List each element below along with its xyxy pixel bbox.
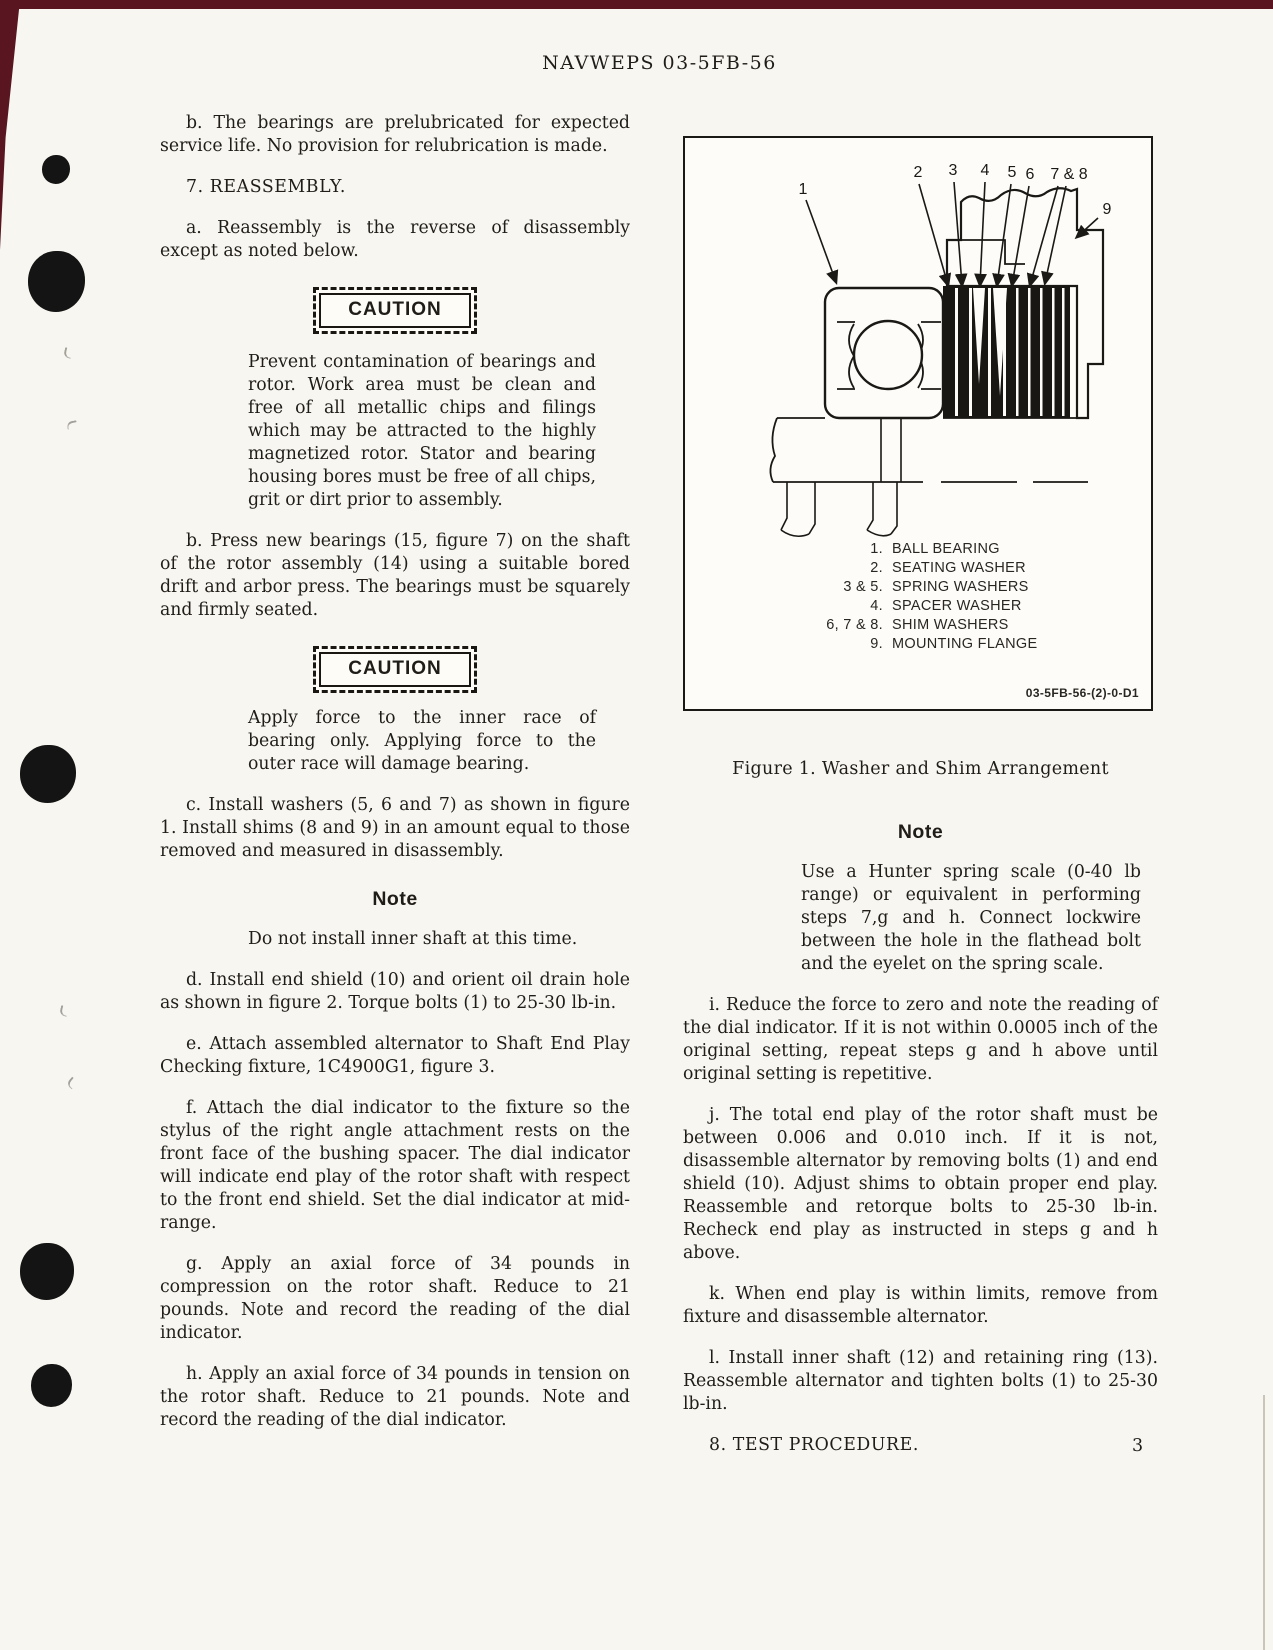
note-heading: Note: [372, 888, 418, 910]
caution-text-2: Apply force to the inner race of bearing only. Applying force to the outer race will damage bearing.: [248, 708, 596, 774]
paragraph-h-axial-tension: h. Apply an axial force of 34 pounds in tension on the rotor shaft. Reduce to 21 pounds. Note and record the reading of the dial indicator.: [160, 1364, 630, 1430]
paragraph-g-axial-compression: g. Apply an axial force of 34 pounds in compression on the rotor shaft. Reduce to 21 pounds. Note and record the reading of the dial indicator.: [160, 1254, 630, 1343]
caution-box-2: [313, 646, 477, 693]
legend-item: 1. BALL BEARING: [870, 541, 1000, 557]
page-number: 3: [1132, 1436, 1144, 1456]
callout-1: 1: [798, 181, 808, 198]
photo-artifact: [66, 420, 77, 430]
paragraph-d-end-shield: d. Install end shield (10) and orient oil drain hole as shown in figure 2. Torque bolts (1) to 25-30 lb-in.: [160, 970, 630, 1013]
paragraph-c-install-washers: c. Install washers (5, 6 and 7) as shown in figure 1. Install shims (8 and 9) in an amount equal to those removed and measured in disassembly.: [160, 795, 630, 861]
page-header: NAVWEPS 03-5FB-56: [542, 52, 777, 74]
legend-label: SHIM WASHERS: [892, 617, 1009, 633]
page-edge-corner: [0, 0, 20, 250]
photo-artifact: [66, 1077, 79, 1090]
legend-item: 9. MOUNTING FLANGE: [870, 636, 1038, 652]
section-heading-test-procedure: 8. TEST PROCEDURE.: [709, 1435, 919, 1455]
callout-4: 4: [980, 162, 990, 179]
caution-label: CAUTION: [319, 652, 471, 687]
callout-7-8: 7 & 8: [1050, 166, 1088, 183]
punch-hole-dot: [28, 251, 85, 312]
callout-6: 6: [1025, 166, 1035, 183]
callout-2: 2: [913, 164, 923, 181]
note-heading: Note: [897, 821, 944, 843]
punch-hole-dot: [20, 745, 76, 803]
figure-legend: [799, 540, 1037, 654]
paragraph-k-within-limits: k. When end play is within limits, remove from fixture and disassemble alternator.: [683, 1284, 1158, 1327]
callout-5: 5: [1007, 164, 1017, 181]
figure-1-washer-shim-diagram: [683, 136, 1153, 711]
punch-hole-dot: [31, 1364, 72, 1407]
caution-box-1: [313, 287, 477, 334]
section-heading-reassembly: 7. REASSEMBLY.: [186, 177, 346, 197]
figure-caption: Figure 1. Washer and Shim Arrangement: [732, 759, 1109, 779]
legend-label: MOUNTING FLANGE: [892, 636, 1038, 652]
page-edge-right: [1263, 1395, 1265, 1650]
legend-label: SPACER WASHER: [892, 598, 1022, 614]
paragraph-b-prelubricated: b. The bearings are prelubricated for expected service life. No provision for relubrication is made.: [160, 113, 630, 156]
left-column: [160, 112, 630, 1432]
paragraph-f-dial-indicator: f. Attach the dial indicator to the fixture so the stylus of the right angle attachment rests on the front face of the bushing spacer. The dial indicator will indicate end play of the rotor shaft with respect to the front end shield. Set the dial indicator at mid-range.: [160, 1098, 630, 1233]
paragraph-l-inner-shaft: l. Install inner shaft (12) and retaining ring (13). Reassemble alternator and tighten bolts (1) to 25-30 lb-in.: [683, 1348, 1158, 1414]
punch-hole-dot: [42, 155, 70, 184]
photo-artifact: [63, 347, 73, 359]
figure-reference-code: 03-5FB-56-(2)-0-D1: [1025, 686, 1139, 700]
paragraph-i-reduce-force: i. Reduce the force to zero and note the reading of the dial indicator. If it is not within 0.0005 inch of the original setting, repeat steps g and h above until original setting is repetitive.: [683, 995, 1158, 1084]
legend-item: 6, 7 & 8. SHIM WASHERS: [826, 617, 1009, 633]
note-text: Use a Hunter spring scale (0-40 lb range) or equivalent in performing steps 7,g and h. Connect lockwire between the hole in the flathead bolt and the eyelet on the spring scale.: [801, 862, 1141, 974]
page-edge-top: [0, 0, 1273, 9]
callout-9: 9: [1102, 201, 1112, 218]
punch-hole-dot: [20, 1243, 74, 1300]
paragraph-j-total-end-play: j. The total end play of the rotor shaft must be between 0.006 and 0.010 inch. If it is not, disassemble alternator by removing bolts (1) and end shield (10). Adjust shims to obtain proper end play. Reassemble and retorque bolts to 25-30 lb-in. Recheck end play as instructed in steps g and h above.: [683, 1105, 1158, 1263]
caution-text-1: Prevent contamination of bearings and rotor. Work area must be clean and free of all metallic chips and filings which may be attracted to the highly magnetized rotor. Stator and bearing housing bores must be free of all chips, grit or dirt prior to assembly.: [248, 352, 596, 510]
paragraph-a-reassembly: a. Reassembly is the reverse of disassembly except as noted below.: [160, 218, 630, 261]
right-column: [683, 136, 1158, 1457]
legend-item: 2. SEATING WASHER: [870, 560, 1026, 576]
legend-label: SPRING WASHERS: [892, 579, 1029, 595]
paragraph-b-press-bearings: b. Press new bearings (15, figure 7) on the shaft of the rotor assembly (14) using a suitable bored drift and arbor press. The bearings must be squarely and firmly seated.: [160, 531, 630, 620]
note-text: Do not install inner shaft at this time.: [248, 929, 578, 949]
legend-item: 4. SPACER WASHER: [870, 598, 1022, 614]
legend-label: SEATING WASHER: [892, 560, 1026, 576]
caution-label: CAUTION: [319, 293, 471, 328]
callout-3: 3: [948, 162, 958, 179]
photo-artifact: [59, 1005, 69, 1017]
legend-label: BALL BEARING: [892, 541, 1000, 557]
paragraph-e-attach-alternator: e. Attach assembled alternator to Shaft End Play Checking fixture, 1C4900G1, figure 3.: [160, 1034, 630, 1077]
legend-item: 3 & 5. SPRING WASHERS: [843, 579, 1029, 595]
